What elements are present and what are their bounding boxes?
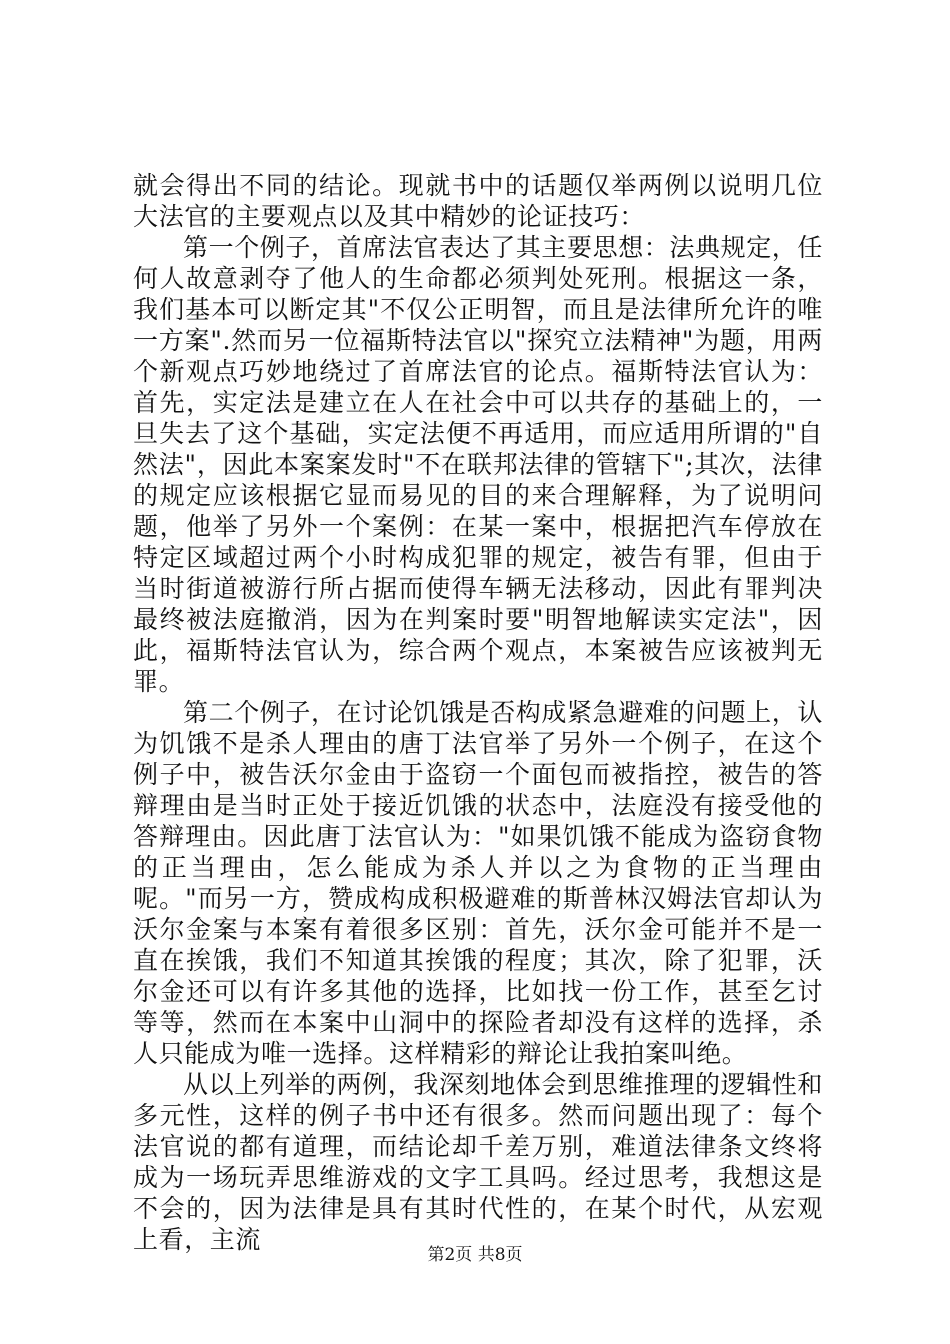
paragraph-reflection: 从以上列举的两例，我深刻地体会到思维推理的逻辑性和多元性，这样的例子书中还有很多。然而问题出现了：每个法官说的都有道理，而结论却千差万别，难道法律条文终将成为一场玩弄思维游戏的文字工具吗。经过思考，我想这是不会的，因为法律是具有其时代性的，在某个时代，从宏观上看，主流 [133,1070,824,1254]
document-body [133,170,823,1255]
page-footer: 第2页 共8页 [427,1245,523,1265]
paragraph-continuation: 就会得出不同的结论。现就书中的话题仅举两例以说明几位大法官的主要观点以及其中精妙的论证技巧： [133,171,823,231]
paragraph-first-example: 第一个例子，首席法官表达了其主要思想：法典规定，任何人故意剥夺了他人的生命都必须判处死刑。根据这一条，我们基本可以断定其"不仅公正明智，而且是法律所允许的唯一方案".然而另一位福斯特法官以"探究立法精神"为题，用两个新观点巧妙地绕过了首席法官的论点。福斯特法官认为：首先，实定法是建立在人在社会中可以共存的基础上的，一旦失去了这个基础，实定法便不再适用，而应适用所谓的"自然法"，因此本案案发时"不在联邦法律的管辖下";其次，法律的规定应该根据它显而易见的目的来合理解释，为了说明问题，他举了另外一个案例：在某一案中，根据把汽车停放在特定区域超过两个小时构成犯罪的规定，被告有罪，但由于当时街道被游行所占据而使得车辆无法移动，因此有罪判决最终被法庭撤消，因为在判案时要"明智地解读实定法"，因此，福斯特法官认为，综合两个观点，本案被告应该被判无罪。 [133,233,824,696]
paragraph-second-example: 第二个例子，在讨论饥饿是否构成紧急避难的问题上，认为饥饿不是杀人理由的唐丁法官举了另外一个例子，在这个例子中，被告沃尔金由于盗窃一个面包而被指控，被告的答辩理由是当时正处于接近饥饿的状态中，法庭没有接受他的答辩理由。因此唐丁法官认为："如果饥饿不能成为盗窃食物的正当理由，怎么能成为杀人并以之为食物的正当理由呢。"而另一方，赞成构成积极避难的斯普林汉姆法官却认为沃尔金案与本案有着很多区别：首先，沃尔金可能并不是一直在挨饿，我们不知道其挨饿的程度；其次，除了犯罪，沃尔金还可以有许多其他的选择，比如找一份工作，甚至乞讨等等，然而在本案中山洞中的探险者却没有这样的选择，杀人只能成为唯一选择。这样精彩的辩论让我拍案叫绝。 [133,698,824,1068]
